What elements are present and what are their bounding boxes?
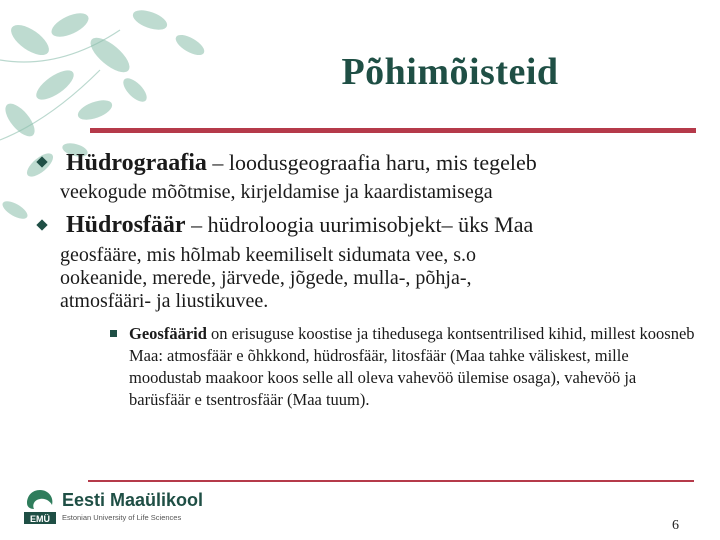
sub-bullet-square-icon — [110, 330, 117, 337]
sub-bullet-term: Geosfäärid — [129, 324, 207, 343]
bullet-continuation — [60, 181, 493, 204]
continuation-line: atmosfääri- ja liustikuvee. — [60, 290, 269, 312]
bullet-text: – loodusgeograafia haru, mis tegeleb — [206, 150, 537, 175]
bullet-text: – hüdroloogia uurimisobjekt– üks Maa — [185, 212, 534, 237]
title-divider — [90, 128, 696, 133]
university-logo — [24, 488, 224, 528]
bullet-continuation — [60, 244, 476, 313]
bullet-term: Hüdrograafia — [66, 150, 207, 176]
footer-divider — [88, 480, 694, 482]
sub-bullet-geosfaarid — [129, 323, 699, 411]
logo-subtitle: Estonian University of Life Sciences — [62, 513, 182, 522]
sub-bullet-text: on erisuguse koostise ja tihedusega kontsentrilised kihid, millest koosneb Maa: atmosfäär e õhkkond, hüdrosfäär, litosfäär (Maa tahke väliskest, mille moodustab maakoor koos selle all oleva vahevöö ülemise osaga), vahevöö ja barüsfäär e tsentrosfäär (Maa tuum). — [129, 324, 695, 409]
continuation-line: ookeanide, merede, järvede, jõgede, mulla-, põhja-, — [60, 267, 472, 289]
slide-title: Põhimõisteid — [341, 51, 559, 93]
logo-name: Eesti Maaülikool — [62, 490, 204, 510]
emu-logo-icon — [24, 488, 56, 524]
bullet-first-line — [66, 150, 537, 177]
continuation-line: veekogude mõõtmise, kirjeldamise ja kaardistamisega — [60, 181, 493, 203]
continuation-line: geosfääre, mis hõlmab keemiliselt sidumata vee, s.o — [60, 244, 476, 266]
bullet-term: Hüdrosfäär — [66, 212, 186, 238]
logo-badge-text: EMÜ — [30, 514, 50, 524]
bullet-first-line — [66, 212, 533, 239]
page-number: 6 — [672, 518, 679, 533]
